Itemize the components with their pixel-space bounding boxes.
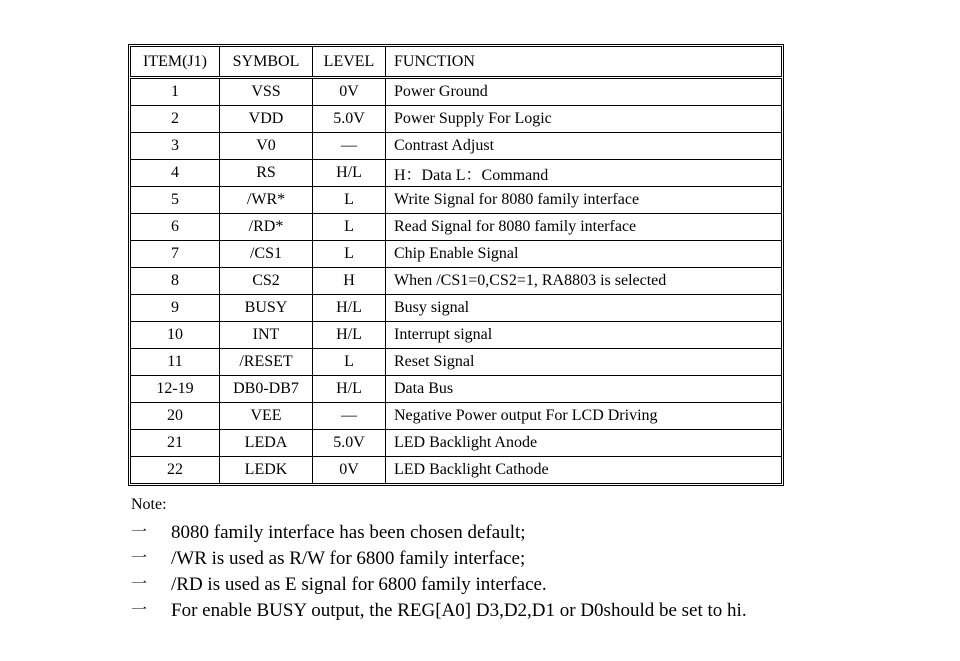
cell-function: Negative Power output For LCD Driving — [386, 403, 782, 430]
table-row — [131, 295, 782, 322]
cell-symbol: /RD* — [220, 214, 313, 241]
cell-function: Write Signal for 8080 family interface — [386, 187, 782, 214]
cell-function: Reset Signal — [386, 349, 782, 376]
cell-symbol: INT — [220, 322, 313, 349]
cell-symbol: /WR* — [220, 187, 313, 214]
cell-item: 3 — [131, 133, 220, 160]
table-row — [131, 160, 782, 187]
table-row — [131, 78, 782, 106]
cell-item: 8 — [131, 268, 220, 295]
cell-symbol: LEDK — [220, 457, 313, 484]
table-row — [131, 349, 782, 376]
cell-function: Power Supply For Logic — [386, 106, 782, 133]
cell-item: 4 — [131, 160, 220, 187]
cell-level: L — [313, 349, 386, 376]
table-row — [131, 133, 782, 160]
cell-level: H/L — [313, 322, 386, 349]
cell-item: 9 — [131, 295, 220, 322]
cell-symbol: /CS1 — [220, 241, 313, 268]
cell-symbol: /RESET — [220, 349, 313, 376]
cell-symbol: RS — [220, 160, 313, 187]
cell-function: Contrast Adjust — [386, 133, 782, 160]
table-row — [131, 187, 782, 214]
cell-level: — — [313, 403, 386, 430]
cell-symbol: V0 — [220, 133, 313, 160]
header-function: FUNCTION — [386, 47, 782, 78]
cell-item: 1 — [131, 78, 220, 106]
note-bullet: 一 — [131, 524, 148, 541]
cell-level: 5.0V — [313, 106, 386, 133]
note-bullet: 一 — [131, 576, 148, 593]
cell-level: L — [313, 241, 386, 268]
cell-symbol: BUSY — [220, 295, 313, 322]
table-header-row — [131, 47, 782, 78]
table-row — [131, 376, 782, 403]
table-row — [131, 241, 782, 268]
table-row — [131, 106, 782, 133]
cell-item: 21 — [131, 430, 220, 457]
cell-function: LED Backlight Cathode — [386, 457, 782, 484]
note-bullet: 一 — [131, 550, 148, 567]
cell-level: 5.0V — [313, 430, 386, 457]
note-list — [131, 520, 747, 624]
cell-item: 5 — [131, 187, 220, 214]
note-item — [131, 520, 747, 546]
cell-item: 2 — [131, 106, 220, 133]
cell-function: Chip Enable Signal — [386, 241, 782, 268]
cell-level: 0V — [313, 78, 386, 106]
cell-function: Busy signal — [386, 295, 782, 322]
note-text: For enable BUSY output, the REG[A0] D3,D2,D1 or D0should be set to hi. — [171, 600, 747, 621]
cell-level: L — [313, 214, 386, 241]
cell-level: H/L — [313, 295, 386, 322]
cell-level: H/L — [313, 160, 386, 187]
cell-level: L — [313, 187, 386, 214]
note-text: 8080 family interface has been chosen default; — [171, 522, 526, 543]
cell-symbol: LEDA — [220, 430, 313, 457]
table-row — [131, 268, 782, 295]
note-text: /WR is used as R/W for 6800 family interface; — [171, 548, 526, 569]
cell-item: 20 — [131, 403, 220, 430]
cell-item: 11 — [131, 349, 220, 376]
cell-function: Data Bus — [386, 376, 782, 403]
cell-item: 7 — [131, 241, 220, 268]
table-row — [131, 430, 782, 457]
cell-function: H：Data L：Command — [386, 160, 782, 187]
cell-level: H — [313, 268, 386, 295]
cell-function: Read Signal for 8080 family interface — [386, 214, 782, 241]
cell-function: When /CS1=0,CS2=1, RA8803 is selected — [386, 268, 782, 295]
cell-item: 10 — [131, 322, 220, 349]
cell-symbol: CS2 — [220, 268, 313, 295]
cell-level: H/L — [313, 376, 386, 403]
cell-symbol: VDD — [220, 106, 313, 133]
header-symbol: SYMBOL — [220, 47, 313, 78]
note-text: /RD is used as E signal for 6800 family interface. — [171, 574, 547, 595]
pin-assignment-table — [130, 46, 782, 484]
table-row — [131, 403, 782, 430]
note-item — [131, 598, 747, 624]
table-row — [131, 214, 782, 241]
header-item: ITEM(J1) — [131, 47, 220, 78]
cell-function: Power Ground — [386, 78, 782, 106]
note-item — [131, 546, 747, 572]
cell-symbol: VSS — [220, 78, 313, 106]
header-level: LEVEL — [313, 47, 386, 78]
cell-item: 22 — [131, 457, 220, 484]
note-label: Note: — [131, 496, 167, 513]
cell-symbol: VEE — [220, 403, 313, 430]
cell-item: 12-19 — [131, 376, 220, 403]
cell-function: LED Backlight Anode — [386, 430, 782, 457]
cell-item: 6 — [131, 214, 220, 241]
table-row — [131, 457, 782, 484]
cell-function: Interrupt signal — [386, 322, 782, 349]
note-bullet: 一 — [131, 602, 148, 619]
cell-symbol: DB0-DB7 — [220, 376, 313, 403]
table-row — [131, 322, 782, 349]
cell-level: — — [313, 133, 386, 160]
note-item — [131, 572, 747, 598]
cell-level: 0V — [313, 457, 386, 484]
